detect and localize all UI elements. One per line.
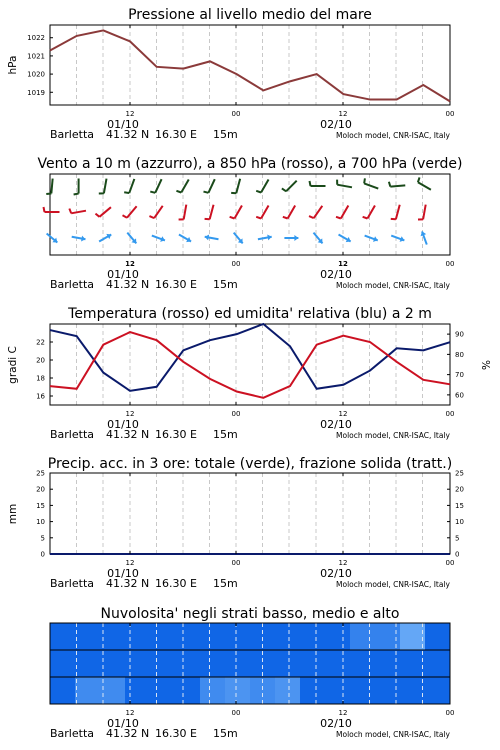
cloud-cell-medio <box>400 650 426 677</box>
wind-barb-700 <box>46 179 52 195</box>
y-tick-label: 15 <box>36 501 45 510</box>
wind-barb-shaft <box>423 205 426 220</box>
wind-barb-shaft <box>181 180 189 193</box>
wind-barb-feather <box>363 217 368 219</box>
cloud-cell-basso <box>275 677 301 704</box>
pressure-grid <box>77 25 423 105</box>
cloud-cell-basso <box>100 677 126 704</box>
footer-elev: 15m <box>213 577 238 590</box>
x-tick-label: 00 <box>231 709 241 717</box>
wind-date-1: 01/10 <box>107 268 139 281</box>
x-tick-label: 00 <box>231 110 241 118</box>
wind-barb-10m <box>339 235 351 243</box>
temperature-date-1: 01/10 <box>107 418 139 431</box>
footer-lon: 16.30 E <box>155 428 197 441</box>
footer-model: Moloch model, CNR-ISAC, Italy <box>336 131 450 140</box>
pressure-panel <box>7 7 454 141</box>
wind-barb-10m <box>127 233 136 244</box>
cloud-cells <box>50 623 451 704</box>
wind-barb-10m <box>205 235 219 241</box>
precipitation-title: Precip. acc. in 3 ore: totale (verde), frazione solida (tratt.) <box>47 456 453 472</box>
precipitation-date-1: 01/10 <box>107 567 139 580</box>
precipitation-panel <box>7 456 464 590</box>
wind-barb-head <box>294 235 298 241</box>
pressure-xticks <box>126 25 455 118</box>
wind-barb-10m <box>234 233 243 244</box>
y-tick-label: 10 <box>455 518 464 527</box>
wind-barb-feather <box>336 217 341 219</box>
temperature-footer <box>50 428 451 441</box>
wind-barb-feather <box>123 215 127 217</box>
cloud-cell-medio <box>325 650 351 677</box>
cloud-cell-alto <box>150 623 176 650</box>
wind-barb-700 <box>310 181 326 186</box>
x-tick-label: 12 <box>125 260 135 268</box>
temperature-xticks <box>126 324 455 418</box>
precipitation-date-2: 02/10 <box>320 567 352 580</box>
cloud-cell-basso <box>75 677 101 704</box>
cloud-cell-medio <box>100 650 126 677</box>
y-tick-label: 0 <box>40 550 45 559</box>
x-tick-label: 12 <box>338 260 348 268</box>
wind-barb-feather <box>203 192 208 193</box>
x-tick-label: 00 <box>445 559 455 567</box>
x-tick-label: 12 <box>125 559 135 567</box>
footer-lat: 41.32 N <box>106 128 150 141</box>
x-tick-label: 12 <box>125 709 135 717</box>
wind-barb-feather <box>282 188 286 191</box>
wind-barb-feather <box>95 214 99 217</box>
wind-barb-850 <box>179 205 187 220</box>
cloud-cell-medio <box>50 650 76 677</box>
cloud-cell-alto <box>75 623 101 650</box>
pressure-frame <box>50 25 450 105</box>
footer-elev: 15m <box>213 128 238 141</box>
wind-barb-feather <box>74 194 79 195</box>
footer-location: Barletta <box>50 278 94 291</box>
wind-barb-shaft <box>236 179 240 193</box>
x-tick-label: 12 <box>338 410 348 418</box>
wind-barb-850 <box>391 205 400 219</box>
cloud-cell-basso <box>300 677 326 704</box>
pressure-yticks <box>27 34 53 97</box>
wind-barb-700 <box>389 182 405 187</box>
wind-barb-shaft <box>127 206 137 217</box>
cloud-cell-alto <box>275 623 301 650</box>
wind-barb-feather <box>46 193 51 194</box>
wind-barb-shaft <box>104 179 107 194</box>
cloud-cell-medio <box>225 650 251 677</box>
footer-location: Barletta <box>50 577 94 590</box>
pressure-title: Pressione al livello medio del mare <box>128 7 372 23</box>
humidity-ylabel: % <box>481 360 493 370</box>
wind-barb-feather <box>124 192 129 193</box>
y-tick-label: 90 <box>455 330 464 339</box>
wind-barb-feather <box>309 216 314 218</box>
footer-location: Barletta <box>50 428 94 441</box>
precipitation-frame <box>50 473 450 554</box>
y-tick-label: 20 <box>455 485 464 494</box>
y-tick-label: 1020 <box>27 70 45 79</box>
wind-barb-shaft <box>390 185 405 186</box>
y-tick-label: 18 <box>36 374 45 383</box>
cloud-cell-basso <box>150 677 176 704</box>
wind-barb-700 <box>337 180 352 188</box>
footer-lon: 16.30 E <box>155 577 197 590</box>
wind-barb-head <box>205 235 209 241</box>
cloud-cell-basso <box>175 677 201 704</box>
wind-barb-shaft <box>71 211 86 214</box>
wind-footer <box>50 278 451 291</box>
y-tick-label: 1021 <box>27 52 45 61</box>
x-tick-label: 00 <box>445 410 455 418</box>
cloud-cell-alto <box>200 623 226 650</box>
wind-barb-10m <box>284 235 298 241</box>
footer-lat: 41.32 N <box>106 428 150 441</box>
wind-barb-shaft <box>314 206 323 218</box>
cloud-cell-alto <box>300 623 326 650</box>
cloud-title: Nuvolosita' negli strati basso, medio e alto <box>100 606 400 622</box>
y-tick-label: 10 <box>36 518 45 527</box>
cloud-footer <box>50 727 451 740</box>
pressure-date-1: 01/10 <box>107 118 139 131</box>
wind-barb-10m <box>72 236 86 242</box>
cloud-cell-medio <box>150 650 176 677</box>
temperature-date-2: 02/10 <box>320 418 352 431</box>
wind-barb-10m <box>391 236 404 242</box>
wind-barb-700 <box>418 177 431 189</box>
wind-barb-feather <box>364 178 365 183</box>
footer-lat: 41.32 N <box>106 727 150 740</box>
cloud-cell-alto <box>325 623 351 650</box>
wind-barb-feather <box>256 191 261 193</box>
cloud-cell-alto <box>50 623 76 650</box>
wind-barb-feather <box>310 181 311 186</box>
footer-location: Barletta <box>50 128 94 141</box>
x-tick-label: 12 <box>338 709 348 717</box>
y-tick-label: 70 <box>455 371 464 380</box>
wind-barb-shaft <box>364 183 378 188</box>
y-tick-label: 5 <box>455 534 460 543</box>
cloud-cell-basso <box>50 677 76 704</box>
cloud-cell-medio <box>125 650 151 677</box>
cloud-cell-alto <box>350 623 376 650</box>
cloud-cell-alto <box>175 623 201 650</box>
y-tick-label: 5 <box>40 534 45 543</box>
precipitation-xticks <box>126 473 455 567</box>
pressure-date-2: 02/10 <box>320 118 352 131</box>
wind-barb-shaft <box>51 179 52 194</box>
wind-barb-shaft <box>210 205 214 219</box>
y-tick-label: 22 <box>36 338 45 347</box>
y-tick-label: 16 <box>36 392 45 401</box>
cloud-cell-basso <box>225 677 251 704</box>
precipitation-grid <box>77 473 423 554</box>
temperature-panel <box>7 306 493 441</box>
footer-location: Barletta <box>50 727 94 740</box>
temperature-frame <box>50 324 450 405</box>
cloud-cell-medio <box>375 650 401 677</box>
wind-barb-feather <box>230 217 235 219</box>
cloud-cell-medio <box>300 650 326 677</box>
cloud-panel <box>50 606 454 740</box>
cloud-cell-basso <box>400 677 426 704</box>
wind-barb-feather <box>389 182 390 187</box>
x-tick-label: 00 <box>445 260 455 268</box>
cloud-date-1: 01/10 <box>107 717 139 730</box>
x-tick-label: 12 <box>338 559 348 567</box>
footer-elev: 15m <box>213 727 238 740</box>
cloud-cell-medio <box>175 650 201 677</box>
x-tick-label: 00 <box>231 410 241 418</box>
wind-barb-10m <box>365 236 378 242</box>
wind-barb-feather <box>44 207 45 212</box>
y-tick-label: 60 <box>455 391 464 400</box>
temperature-series-line <box>50 332 450 398</box>
wind-barb-700 <box>124 179 134 193</box>
footer-model: Moloch model, CNR-ISAC, Italy <box>336 730 450 739</box>
wind-barb-feather <box>150 192 155 193</box>
precipitation-footer <box>50 577 451 590</box>
cloud-cell-alto <box>100 623 126 650</box>
cloud-cell-medio <box>425 650 451 677</box>
cloud-cell-medio <box>275 650 301 677</box>
wind-barb-10m <box>179 235 191 243</box>
cloud-cell-basso <box>325 677 351 704</box>
cloud-cell-alto <box>225 623 251 650</box>
wind-barbs <box>44 177 431 244</box>
wind-barb-10m <box>99 234 111 242</box>
wind-barb-shaft <box>367 206 375 219</box>
x-tick-label: 12 <box>125 410 135 418</box>
wind-barb-shaft <box>154 206 163 218</box>
y-tick-label: 0 <box>455 550 460 559</box>
wind-barb-shaft <box>286 181 297 192</box>
wind-barb-700 <box>74 179 79 195</box>
wind-barb-700 <box>364 178 378 188</box>
wind-barb-10m <box>314 233 323 244</box>
temperature-ylabel: gradi C <box>7 346 19 384</box>
temperature-grid <box>77 324 423 405</box>
pressure-footer <box>50 128 451 141</box>
footer-lon: 16.30 E <box>155 727 197 740</box>
footer-elev: 15m <box>213 428 238 441</box>
cloud-cell-alto <box>375 623 401 650</box>
wind-barb-shaft <box>341 206 349 219</box>
x-tick-label: 00 <box>445 709 455 717</box>
cloud-cell-medio <box>75 650 101 677</box>
wind-barb-700 <box>150 179 161 193</box>
wind-barb-850 <box>363 206 375 219</box>
cloud-cell-basso <box>200 677 226 704</box>
wind-barb-shaft <box>337 185 352 188</box>
cloud-cell-medio <box>350 650 376 677</box>
wind-barb-10m <box>421 231 427 244</box>
y-tick-label: 20 <box>36 485 45 494</box>
footer-model: Moloch model, CNR-ISAC, Italy <box>336 281 450 290</box>
y-tick-label: 20 <box>36 356 45 365</box>
wind-barb-10m <box>47 234 58 243</box>
footer-model: Moloch model, CNR-ISAC, Italy <box>336 431 450 440</box>
wind-panel <box>37 156 462 291</box>
y-tick-label: 1022 <box>27 34 45 43</box>
y-tick-label: 80 <box>455 350 464 359</box>
wind-barb-head <box>267 235 271 241</box>
wind-barb-shaft <box>99 207 110 217</box>
precipitation-ylabel: mm <box>7 503 19 525</box>
wind-barb-head <box>81 236 85 242</box>
temperature-title: Temperatura (rosso) ed umidita' relativa (blu) a 2 m <box>68 306 432 322</box>
pressure-ylabel: hPa <box>7 55 19 75</box>
wind-barb-feather <box>176 191 181 193</box>
x-tick-label: 12 <box>338 110 348 118</box>
y-tick-label: 25 <box>455 469 464 478</box>
cloud-cell-alto <box>425 623 451 650</box>
wind-barb-10m <box>152 236 165 242</box>
cloud-cell-alto <box>125 623 151 650</box>
pressure-series-line <box>50 30 450 101</box>
wind-barb-850 <box>418 205 426 220</box>
wind-title: Vento a 10 m (azzurro), a 850 hPa (rosso), a 700 hPa (verde) <box>37 156 463 172</box>
cloud-date-2: 02/10 <box>320 717 352 730</box>
cloud-cell-basso <box>425 677 451 704</box>
wind-date-2: 02/10 <box>320 268 352 281</box>
cloud-cell-basso <box>350 677 376 704</box>
footer-lat: 41.32 N <box>106 577 150 590</box>
cloud-cell-medio <box>200 650 226 677</box>
x-tick-label: 00 <box>231 559 241 567</box>
wind-barb-850 <box>336 206 348 219</box>
wind-barb-feather <box>283 217 288 219</box>
cloud-cell-alto <box>400 623 426 650</box>
cloud-cell-basso <box>125 677 151 704</box>
wind-barb-shaft <box>184 205 187 220</box>
y-tick-label: 25 <box>36 469 45 478</box>
x-tick-label: 00 <box>231 260 241 268</box>
wind-barb-feather <box>149 216 154 218</box>
wind-barb-10m <box>258 235 272 241</box>
footer-lon: 16.30 E <box>155 278 197 291</box>
wind-barb-feather <box>69 209 71 214</box>
x-tick-label: 12 <box>125 110 135 118</box>
wind-barb-shaft <box>418 182 431 190</box>
footer-lat: 41.32 N <box>106 278 150 291</box>
y-tick-label: 1019 <box>27 88 45 97</box>
footer-model: Moloch model, CNR-ISAC, Italy <box>336 580 450 589</box>
wind-barb-feather <box>418 177 420 182</box>
y-tick-label: 15 <box>455 501 464 510</box>
wind-barb-850 <box>44 207 60 212</box>
cloud-cell-basso <box>375 677 401 704</box>
wind-barb-feather <box>256 217 261 219</box>
x-tick-label: 00 <box>445 110 455 118</box>
footer-lon: 16.30 E <box>155 128 197 141</box>
wind-barb-850 <box>69 209 86 214</box>
footer-elev: 15m <box>213 278 238 291</box>
